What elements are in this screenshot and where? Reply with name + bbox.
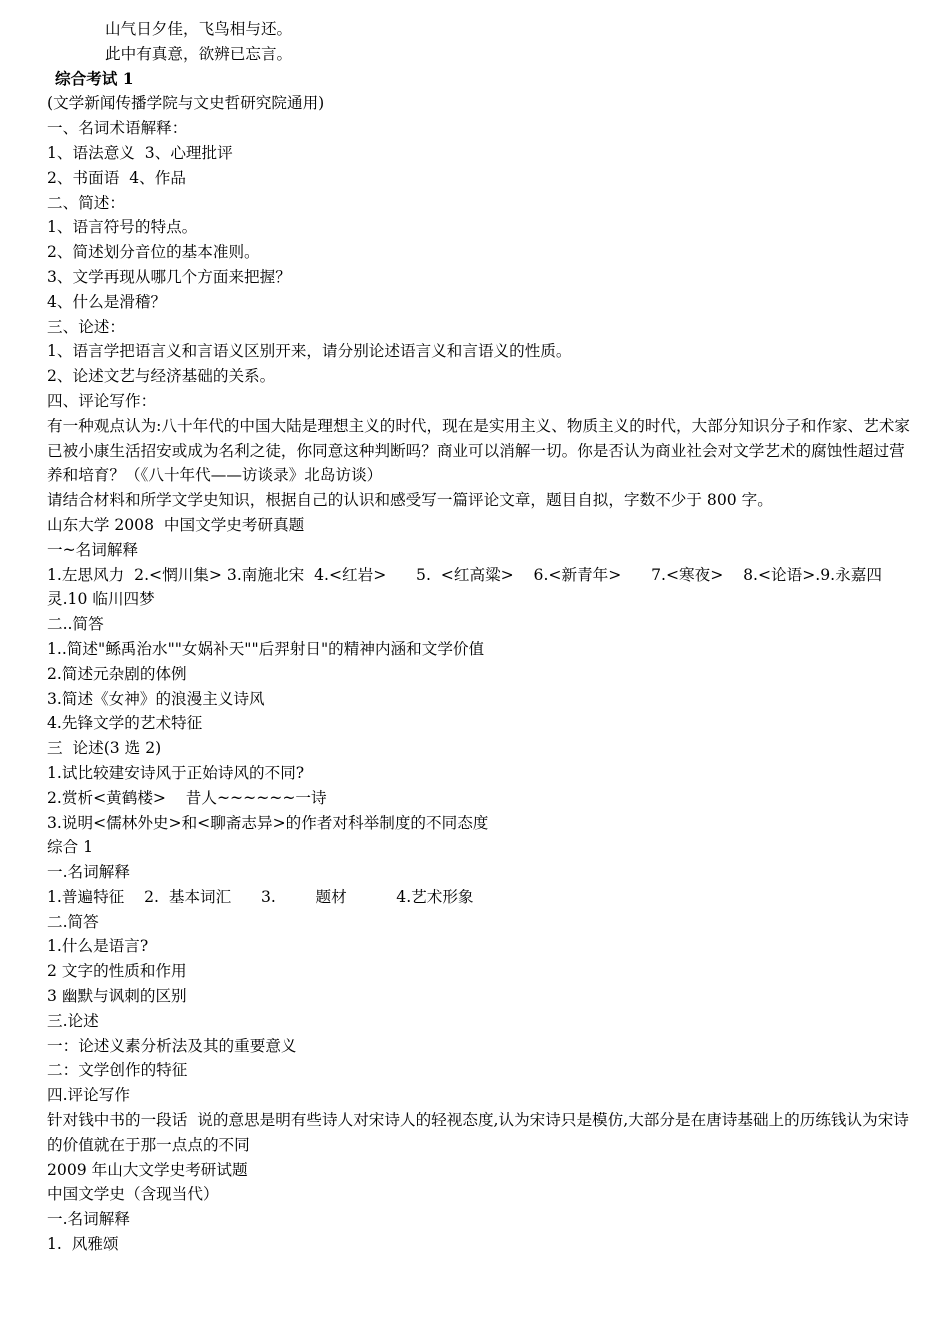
text-line: 1..简述"鲧禹治水""女娲补天""后羿射日"的精神内涵和文学价值 (47, 639, 485, 658)
text-line: 2.简述元杂剧的体例 (47, 664, 187, 683)
text-line: 1、语言符号的特点。 (47, 218, 198, 237)
text-line: 1. 风雅颂 (47, 1235, 119, 1254)
text-line: 四.评论写作 (47, 1086, 130, 1105)
text-line: 1.什么是语言? (47, 937, 149, 956)
text-line: 1、语言学把语言义和言语义区别开来，请分别论述语言义和言语义的性质。 (47, 342, 572, 361)
section-title-sdu-2008: 山东大学 2008 中国文学史考研真题 (47, 515, 305, 534)
text-line: 3.简述《女神》的浪漫主义诗风 (47, 689, 265, 708)
text-line: (文学新闻传播学院与文史哲研究院通用) (47, 94, 325, 113)
text-line: 2、论述文艺与经济基础的关系。 (47, 367, 276, 386)
text-line: 4.先锋文学的艺术特征 (47, 714, 203, 733)
text-line: 1、语法意义 3、心理批评 (47, 143, 233, 162)
section-title-sdu-2009: 2009 年山大文学史考研试题 (47, 1160, 248, 1179)
text-line: 二：文学创作的特征 (47, 1061, 188, 1080)
text-line: 3.说明<儒林外史>和<聊斋志异>的作者对科举制度的不同态度 (47, 813, 489, 832)
paragraph-qian: 针对钱中书的一段话 说的意思是明有些诗人对宋诗人的轻视态度,认为宋诗只是模仿,大部分是在唐诗基础上的历练钱认为宋诗的价值就在于那一点点的不同 (47, 1111, 909, 1154)
text-line: 4、什么是滑稽？ (47, 292, 167, 311)
text-line: 一：论述义素分析法及其的重要意义 (47, 1036, 297, 1055)
text-line: 中国文学史（含现当代） (47, 1185, 219, 1204)
text-line: 1.普遍特征 2. 基本词汇 3. 题材 4.艺术形象 (47, 887, 474, 906)
text-line: 二、简述： (47, 193, 125, 212)
poem-line-1: 山气日夕佳，飞鸟相与还。 (105, 20, 293, 38)
text-line: 请结合材料和所学文学史知识，根据自己的认识和感受写一篇评论文章，题目自拟，字数不少于 800 字。 (47, 491, 773, 510)
text-line: 2.赏析<黄鹤楼> 昔人~~~~~~一诗 (47, 788, 327, 807)
text-line: 一~名词解释 (47, 540, 139, 559)
text-line: 一、名词术语解释： (47, 119, 188, 138)
text-line: 一.名词解释 (47, 863, 130, 882)
text-line: 二..简答 (47, 615, 104, 634)
text-line: 四、评论写作： (47, 391, 157, 410)
text-line: 3、文学再现从哪几个方面来把握？ (47, 267, 291, 286)
text-line: 2、简述划分音位的基本准则。 (47, 243, 260, 262)
poem-line-2: 此中有真意，欲辨已忘言。 (105, 44, 293, 63)
text-line: 二.简答 (47, 912, 99, 931)
text-line: 2、书面语 4、作品 (47, 168, 186, 187)
text-line: 3 幽默与讽刺的区别 (47, 987, 187, 1006)
text-line: 三、论述： (47, 317, 125, 336)
section-title-exam-1: 综合考试 1 (55, 68, 134, 88)
text-line: 1.试比较建安诗风于正始诗风的不同? (47, 763, 305, 782)
paragraph-opinion: 有一种观点认为:八十年代的中国大陆是理想主义的时代，现在是实用主义、物质主义的时代，大部分知识分子和作家、艺术家已被小康生活招安或成为名利之徒，你同意这种判断吗？商业可以消解一切。你是否认为商业社会对文学艺术的腐蚀性超过营养和培育？（《八十年代——访谈录》北岛访谈） (47, 416, 910, 485)
text-line: 三 论述(3 选 2) (47, 739, 162, 758)
text-line: 2 文字的性质和作用 (47, 962, 187, 981)
text-line: 三.论述 (47, 1011, 99, 1030)
term-list: 1.左思风力 2.<惘川集> 3.南施北宋 4.<红岩> 5. <红高粱> 6.<新青年> 7.<寒夜> 8.<论语>.9.永嘉四灵.10 临川四梦 (47, 565, 882, 609)
section-title-zonghe-1: 综合 1 (47, 838, 94, 857)
text-line: 一.名词解释 (47, 1210, 130, 1229)
